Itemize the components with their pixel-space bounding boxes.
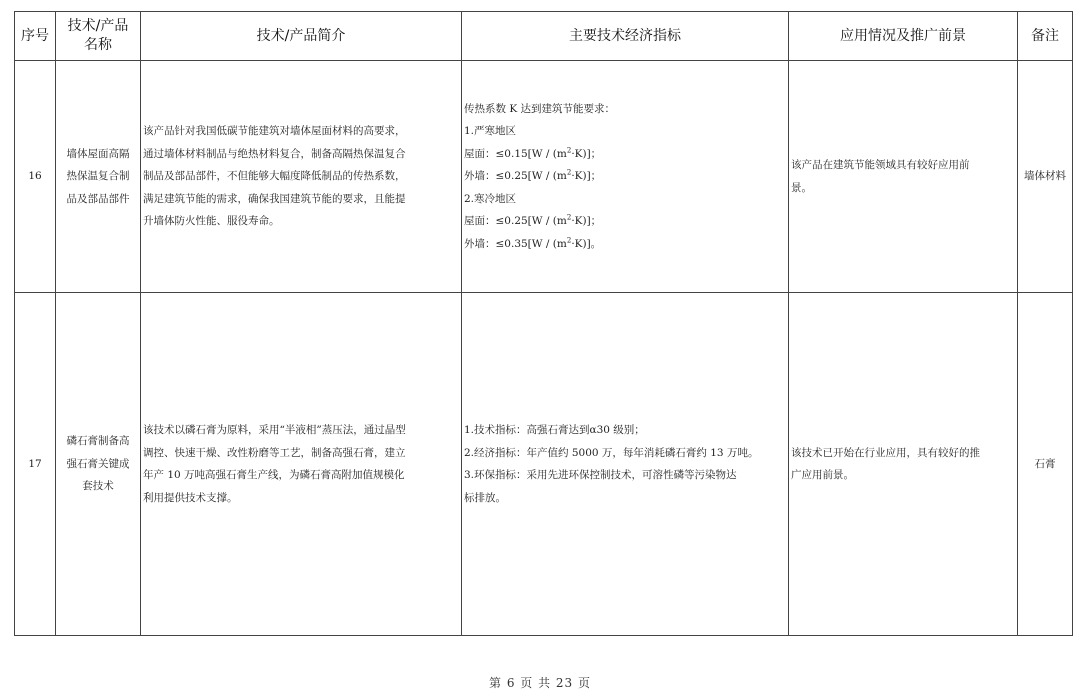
- row-intro-line: 年产 10 万吨高强石膏生产线，为磷石膏高附加值规模化: [143, 469, 405, 481]
- header-name-line2: 名称: [84, 37, 112, 53]
- row-intro-line: 满足建筑节能的需求，确保我国建筑节能的要求，且能提: [143, 192, 406, 205]
- indicator-text: ·K)]。: [571, 237, 602, 250]
- header-name: [56, 12, 141, 61]
- row-name-line: 墙体屋面高隔: [66, 147, 130, 160]
- technology-table: [14, 11, 1073, 636]
- application-line: 景。: [791, 181, 812, 194]
- document-page: [14, 11, 1072, 636]
- table-row: [15, 293, 1073, 636]
- header-indicators: 主要技术经济指标: [462, 12, 789, 61]
- indicator-text: 外墙：≤0.25[W / (m: [464, 170, 567, 183]
- row-name-line: 磷石膏制备高: [66, 435, 130, 448]
- header-no: 序号: [15, 12, 56, 61]
- row-no: 17: [15, 293, 56, 636]
- row-intro-line: 升墙体防火性能、服役寿命。: [143, 215, 280, 228]
- indicator-line: 标排放。: [464, 491, 506, 504]
- application-line: 该产品在建筑节能领域具有较好应用前: [791, 159, 970, 171]
- row-name: [56, 61, 141, 293]
- indicator-line: [464, 233, 786, 256]
- row-intro-line: 该产品针对我国低碳节能建筑对墙体屋面材料的高要求，: [143, 125, 406, 138]
- row-remark: 石膏: [1018, 293, 1073, 636]
- row-intro-line: 该技术以磷石膏为原料，采用“半液相”蒸压法，通过晶型: [143, 424, 406, 436]
- row-name-line: 强石膏关键成: [66, 457, 130, 470]
- indicator-line: [464, 210, 786, 233]
- indicator-text: ·K)]；: [571, 147, 602, 160]
- superscript: 2: [566, 168, 572, 177]
- row-application: [789, 293, 1018, 636]
- indicator-line: 1.技术指标：高强石膏达到α30 级别；: [464, 424, 645, 436]
- row-intro-line: 通过墙体材料制品与绝热材料复合，制备高隔热保温复合: [143, 147, 406, 160]
- row-intro-line: 利用提供技术支撑。: [143, 491, 238, 504]
- application-line: 广应用前景。: [791, 469, 854, 481]
- indicator-text: 外墙：≤0.35[W / (m: [464, 237, 567, 250]
- application-line: 该技术已开始在行业应用，具有较好的推: [791, 446, 980, 459]
- row-intro: [141, 293, 462, 636]
- indicator-line: 1.严寒地区: [464, 125, 517, 138]
- row-indicators: [462, 293, 789, 636]
- table-header-row: [15, 12, 1073, 61]
- row-indicators: [462, 61, 789, 293]
- header-name-line1: 技术/产品: [67, 18, 129, 34]
- table-row: [15, 61, 1073, 293]
- row-no: 16: [15, 61, 56, 293]
- indicator-line: 传热系数 K 达到建筑节能要求：: [464, 102, 616, 115]
- superscript: 2: [566, 236, 572, 245]
- indicator-line: [464, 143, 786, 166]
- row-intro: [141, 61, 462, 293]
- row-name-line: 热保温复合制: [66, 170, 130, 183]
- page-number-footer: 第 6 页 共 23 页: [489, 676, 591, 690]
- header-intro: 技术/产品简介: [141, 12, 462, 61]
- indicator-line: [464, 165, 786, 188]
- header-remark: 备注: [1018, 12, 1073, 61]
- indicator-text: ·K)]；: [571, 215, 602, 228]
- indicator-text: ·K)]；: [571, 170, 602, 183]
- row-remark: 墙体材料: [1018, 61, 1073, 293]
- row-intro-line: 制品及部品部件，不但能够大幅度降低制品的传热系数，: [143, 170, 406, 183]
- row-name: [56, 293, 141, 636]
- indicator-line: 2.寒冷地区: [464, 192, 517, 205]
- indicator-line: 2.经济指标：年产值约 5000 万，每年消耗磷石膏约 13 万吨。: [464, 446, 759, 459]
- indicator-text: 屋面：≤0.15[W / (m: [464, 147, 567, 160]
- row-intro-line: 调控、快速干燥、改性粉磨等工艺，制备高强石膏，建立: [143, 446, 406, 459]
- superscript: 2: [566, 146, 572, 155]
- header-application: 应用情况及推广前景: [789, 12, 1018, 61]
- row-application: [789, 61, 1018, 293]
- superscript: 2: [566, 213, 572, 222]
- indicator-line: 3.环保指标：采用先进环保控制技术，可溶性磷等污染物达: [464, 469, 737, 481]
- indicator-text: 屋面：≤0.25[W / (m: [464, 215, 567, 228]
- row-name-line: 品及部品部件: [66, 192, 130, 205]
- row-name-line: 套技术: [82, 480, 114, 493]
